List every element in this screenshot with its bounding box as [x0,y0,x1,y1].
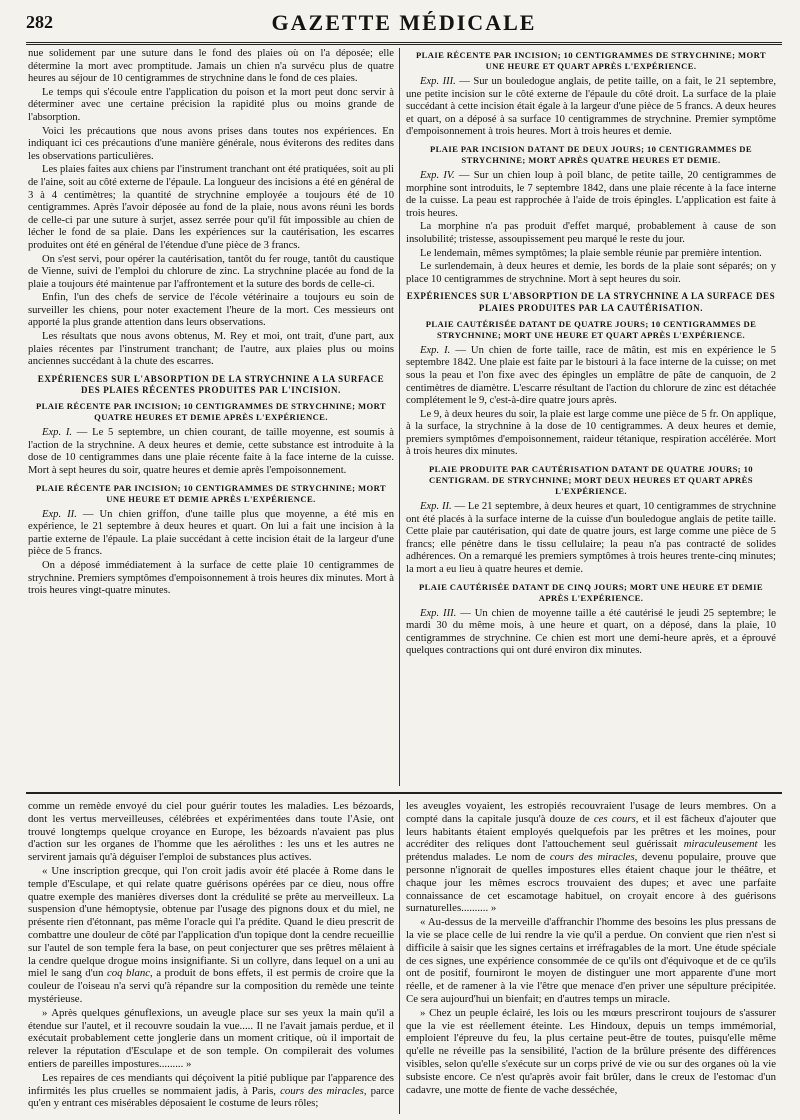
text-run: , a produit de bons effets, il est permis de croire que la couleur de l'oiseau n'a servi qu'à répandre sur la composition du remède une teinte mystérieuse. [28,967,394,1005]
experiment-heading: PLAIE RÉCENTE PAR INCISION; 10 CENTIGRAMMES DE STRYCHNINE; MORT QUATRE HEURES ET DEMIE APRÈS L'EXPÉRIENCE. [35,401,387,423]
experiment-label: Exp. I. [42,427,73,439]
section-heading: EXPÉRIENCES SUR L'ABSORPTION DE LA STRYCHNINE A LA SURFACE DES PLAIES RÉCENTES PRODUITES PAR L'INCISION. [37,373,385,396]
paragraph: comme un remède envoyé du ciel pour guérir toutes les maladies. Les bézoards, dont les vertus merveilleuses, célébrées et expérimentées dans toute l'Asie, ont trouvé longtemps quelque croyance en Europe, les bézoards n'avaient pas plus d'action sur les organes de l'homme que les aérolithes : les uns et les autres ne servirent jamais qu'à déguiser l'emploi de substances plus actives. [28,800,394,864]
experiment-text: — Sur un chien loup à poil blanc, de petite taille, 20 centigrammes de morphine sont introduits, le 7 septembre 1842, dans une plaie récente à la face interne de la cuisse. La peau est rapprochée à l'aide de trois épingles. L'application est faite à trois heures. [406,169,776,219]
experiment-heading: PLAIE RÉCENTE PAR INCISION; 10 CENTIGRAMMES DE STRYCHNINE; MORT UNE HEURE ET QUART APRÈS L'EXPÉRIENCE. [415,50,767,71]
text-run: les prétendus malades. Le nom de [406,838,776,864]
paragraph: Le 9, à deux heures du soir, la plaie est large comme une pièce de 5 fr. On applique, à la surface, la strychnine à la dose de 10 centigrammes. A deux heures et demie, premiers symptômes d'empoisonnement, raideur tétanique, respiration accélérée. Mort à trois heures dix minutes. [406,408,776,458]
column-divider [399,800,400,1114]
experiment-paragraph [28,427,394,477]
paragraph: » Chez un peuple éclairé, les lois ou les mœurs prescriront toujours de s'assurer que la vie est réellement éteinte. Les Hindoux, depuis un temps immémorial, emploient l'épreuve du feu, la plus certaine peut-être de toutes, puisqu'elle même qu'elle ne réveille pas la sensibilité, l'action de la brûlure présente des différences visibles, selon qu'elle s'exécute sur un corps privé de vie ou sur des organes où la vie subsiste encore. Ce n'est qu'après avoir fait brûler, dans le creux de l'estomac d'un cadavre, une motte de fiente de vache desséchée, [406,1006,776,1096]
experiment-text: — Un chien de forte taille, race de mâtin, est mis en expérience le 5 septembre 1842. Une plaie est faite par le bistouri à la face interne de la cuisse; on met sous la peau et l'on fixe avec des épingles un emplâtre de pâte de canquoin, de 2 centimètres de diamètre. L'escarre résultant de l'action du chlorure de zinc est détachée complétement le 9, c'est-à-dire quatre jours après. [406,344,776,407]
paragraph [28,1072,394,1110]
feuilleton-divider [26,792,782,794]
paragraph [406,800,776,915]
paragraph: Les plaies faites aux chiens par l'instrument tranchant ont été pratiquées, soit au pli de l'aine, soit au côté externe de l'épaule. La longueur des incisions a été en général de 3 à 4 centimètres; la quantité de strychnine employée a toujours été de 10 centigrammes. Après l'avoir déposée au fond de la plaie, nous avons réuni les bords de celle-ci par une suture à surjet, assez serrée pour qu'il fût impossible au chien de lécher le fond de sa plaie. Dans les expériences sur la cautérisation, les escarres produites ont été en général de l'étendue d'une pièce de 3 francs. [28,164,394,251]
section-heading: EXPÉRIENCES SUR L'ABSORPTION DE LA STRYCHNINE A LA SURFACE DES PLAIES PRODUITES PAR LA CAUTÉRISATION. [406,291,776,313]
experiment-heading: PLAIE RÉCENTE PAR INCISION; 10 CENTIGRAMMES DE STRYCHNINE; MORT UNE HEURE ET DEMIE APRÈS L'EXPÉRIENCE. [35,482,387,504]
text-run: « Une inscription grecque, qui l'on croit jadis avoir été placée à Rome dans le temple d'Esculape, et qui relate quatre guérisons opérées par ce dieu, nous offre quatre exemple des manières diverses dont la crédulité se prête au merveilleux. La suspension d'une hémoptysie, obtenue par l'usage des pignons doux et du miel, ne présente rien d'étonnant, pas même l'oracle qui l'a prédite. Quand le dieu prescrit de combattre une douleur de côté par l'application d'un topique dont la cendre recueillie sur l'autel de son temple fera la base, on peut conjecturer que ses prêtres mêlaient à la cendre quelque drogue moins insignifiante. Si un collyre, dans lequel on a uni au miel le sang d'un [28,864,394,980]
experiment-label: Exp. II. [42,508,77,520]
text-run: , devenu populaire, prouve que personne n'ignorait de quelles impostures elles étaient chaque jour le théâtre, et chaque jour les mêmes escrocs trouvaient des dupes; et avec une parfaite connaissance de cet escamotage habituel, on croyait encore à des guérisons surnaturelles.......... » [406,851,776,915]
paragraph: On s'est servi, pour opérer la cautérisation, tantôt du fer rouge, tantôt du caustique de Vienne, suivi de l'emploi du chlorure de zinc. La strychnine placée au fond de la plaie a toujours été maintenue par l'affrontement et la suture des bords de celle-ci. [28,253,394,290]
paragraph [28,865,394,1006]
experiment-heading: PLAIE CAUTÉRISÉE DATANT DE QUATRE JOURS; 10 CENTIGRAMMES DE STRYCHNINE; MORT UNE HEURE ET QUART APRÈS L'EXPÉRIENCE. [425,318,757,340]
emphasis: ces cours [593,812,636,825]
paragraph: On a déposé immédiatement à la surface de cette plaie 10 centigrammes de strychnine. Premiers symptômes d'empoisonnement à trois heures dix minutes. Mort à trois heures vingt-quatre minutes. [28,560,394,597]
experiment-heading: PLAIE PAR INCISION DATANT DE DEUX JOURS; 10 CENTIGRAMMES DE STRYCHNINE; MORT APRÈS QUATRE HEURES ET DEMIE. [429,143,753,165]
experiment-text: — Un chien griffon, d'une taille plus que moyenne, a été mis en expérience, le 21 septembre à deux heures et quart. On lui a fait une incision à la partie externe de l'épaule. La plaie succédant à cette incision était de la largeur d'une pièce de 5 francs. [28,508,394,558]
text-run: les aveugles voyaient, les estropiés recouvraient l'usage de leurs membres. On a compté dans la capitale jusqu'à douze de [406,800,776,825]
column-bottom-right [406,800,776,1114]
experiment-label: Exp. III. [420,607,457,619]
experiment-paragraph [406,76,776,139]
experiment-paragraph [406,501,776,577]
header-rule [26,42,782,45]
experiment-label: Exp. IV. [420,169,455,181]
paragraph: Enfin, l'un des chefs de service de l'école vétérinaire a toujours eu soin de surveiller les chiens, pour noter exactement l'heure de la mort. Ces messieurs ont apporté la plus grande attention dans leurs observations. [28,292,394,329]
experiment-text: — Un chien de moyenne taille a été cautérisé le jeudi 25 septembre; le mardi 30 du même mois, à une heure et quart, on a déposé, dans la plaie, 10 centigrammes de strychnine. Ce chien est mort une demi-heure après, et a éprouvé quelques contractions qui ont duré environ dix minutes. [406,607,776,657]
emphasis: cours des miracles [549,851,635,864]
journal-title: GAZETTE MÉDICALE [271,10,537,35]
experiment-label: Exp. II. [420,501,452,513]
paragraph: « Au-dessus de la merveille d'affranchir l'homme des besoins les plus pressans de la vie se place celle de lui rendre la vie qu'il a perdue. On convient que rien n'est si difficile à saisir que les signes certains et irréfragables de la mort. Une étude spéciale de ces signes, une expérience consommée de ce qu'ils ont d'équivoque et de ce qu'ils ont de positif, fourniront le moyen de distinguer une mort apparente d'une mort réelle, et de ramener à la vie l'être que menace d'en priver une sépulture précipitée. Ce sera aujourd'hui un bienfait; en d'autres temps un miracle. [406,916,776,1005]
column-bottom-left [28,800,394,1114]
experiment-paragraph [28,509,394,559]
text-run: , parce qu'en y entrant ces misérables déposaient le costume de leurs rôles; [28,1084,394,1110]
experiment-text: — Le 5 septembre, un chien courant, de taille moyenne, est soumis à l'action de la strychnine. A deux heures et demie, cette substance est introduite à la dose de 10 centigrammes dans une plaie récente faite à la face interne de la cuisse. Mort à sept heures du soir, quatre heures et demie après l'empoisonnement. [28,427,394,477]
paragraph: nue solidement par une suture dans le fond des plaies où on l'a déposée; elle détermine la mort avec promptitude. Jamais un chien n'a survécu plus de quatre heures au séjour de 10 centigrammes de strychnine dans le fond de ces plaies. [28,48,394,85]
column-divider [399,48,400,786]
column-top-left [28,48,394,786]
page-number: 282 [26,12,53,32]
experiment-text: — Sur un bouledogue anglais, de petite taille, on a fait, le 21 septembre, une petite incision sur le côté externe de l'épaule du côté droit. La surface de la plaie succédant à cette incision était égale à la largeur d'une pièce de 5 francs. A deux heures et quart, on a déposé à sa surface 10 centigrammes de strychnine. Premier symptôme d'empoisonnement à trois heures. Mort à trois heures et demie. [406,76,776,138]
text-run: Les repaires de ces mendiants qui déçoivent la pitié publique par l'apparence des infirmités les plus cruelles se nommaient jadis, à Paris, [28,1071,394,1097]
experiment-paragraph [406,608,776,658]
emphasis: coq blanc [106,967,151,980]
experiment-label: Exp. III. [420,76,456,87]
experiment-heading: PLAIE PRODUITE PAR CAUTÉRISATION DATANT DE QUATRE JOURS; 10 CENTIGRAM. DE STRYCHNINE; MORT DEUX HEURES ET QUART APRÈS L'EXPÉRIENCE. [429,464,753,497]
experiment-text: — Le 21 septembre, à deux heures et quart, 10 centigrammes de strychnine ont été placés à la surface interne de la cuisse d'un bouledogue anglais de petite taille. Cette plaie par cautérisation, qui date de quatre jours, est large comme une pièce de 5 francs; elle pénètre dans le tissu cellulaire; la peau n'a pas contracté de solides adhérences. On a remarqué les premiers symptômes à trois heures trente-cinq minutes; la mort a eu lieu à quatre heures et demie. [406,501,776,576]
paragraph: Le surlendemain, à deux heures et demie, les bords de la plaie sont séparés; on y place 10 centigrammes de strychnine. Mort à sept heures du soir. [406,261,776,285]
text-run: , et il est fâcheux d'ajouter que leurs habitants étaient employés quelquefois par les prêtres et les moines, pour accréditer des reliques dont l'attouchement seul guérissait [406,812,776,851]
paragraph: Le temps qui s'écoule entre l'application du poison et la mort peut donc servir à déterminer avec une certaine précision la rapidité plus ou moins grande de l'absorption. [28,86,394,123]
paragraph: Le lendemain, mêmes symptômes; la plaie semble réunie par première intention. [420,247,762,259]
paragraph: Voici les précautions que nous avons prises dans toutes nos expériences. En indiquant ici ces précautions d'une manière générale, nous éviterons des redites dans les observations particulières. [28,125,394,162]
page-header [26,6,782,42]
experiment-paragraph [406,170,776,220]
experiment-heading: PLAIE CAUTÉRISÉE DATANT DE CINQ JOURS; MORT UNE HEURE ET DEMIE APRÈS L'EXPÉRIENCE. [418,581,764,603]
emphasis: cours des miracles [280,1084,364,1097]
paragraph: » Après quelques génuflexions, un aveugle place sur ses yeux la main qu'il a étendue sur l'autel, et il recouvre soudain la vue..... Il ne l'avait jamais perdue, et il exécutait probablement cette jonglerie dans un moment critique, où il importait de relever la réputation d'Esculape et de son temple. On compilerait des volumes entiers de pareilles impostures......... » [28,1006,394,1070]
experiment-label: Exp. I. [420,344,451,356]
experiment-paragraph [406,345,776,408]
paragraph: La morphine n'a pas produit d'effet marqué, probablement à cause de son insolubilité; tristesse, assoupissement peu marqué le reste du jour. [406,221,776,245]
column-top-right [406,48,776,786]
paragraph: Les résultats que nous avons obtenus, M. Rey et moi, ont trait, d'une part, aux plaies récentes par l'instrument tranchant; de l'autre, aux plaies plus ou moins anciennes succédant à la chute des escarres. [28,331,394,368]
emphasis: miraculeusement [683,838,758,851]
